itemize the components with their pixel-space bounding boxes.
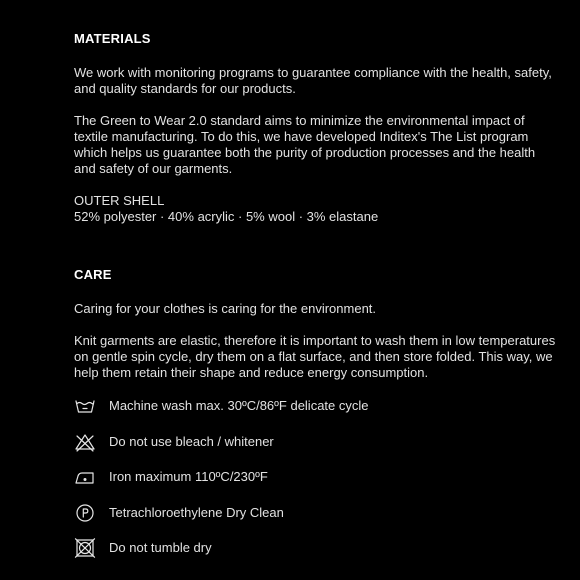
- outer-shell-composition: 52% polyester · 40% acrylic · 5% wool · 3% elastane: [74, 209, 379, 224]
- care-instruction-tumble-dry: [74, 538, 560, 558]
- care-instruction-dry-clean: [74, 503, 560, 523]
- care-instruction-text: Tetrachloroethylene Dry Clean: [109, 504, 284, 520]
- care-instruction-bleach: [74, 432, 560, 452]
- care-instruction-text: Machine wash max. 30ºC/86ºF delicate cycle: [109, 398, 369, 413]
- care-paragraph-knit: Knit garments are elastic, therefore it is important to wash them in low temperatures on gentle spin cycle, dry them on a flat surface, and then store folded. This way, we help them retain their shape and reduce energy consumption.: [74, 333, 556, 380]
- care-instructions-list: [74, 396, 560, 558]
- materials-paragraph-compliance: We work with monitoring programs to guarantee compliance with the health, safety, and quality standards for our products.: [74, 65, 552, 96]
- care-instruction-text: Do not tumble dry: [109, 540, 212, 555]
- materials-paragraph-green-to-wear: The Green to Wear 2.0 standard aims to minimize the environmental impact of textile manufacturing. To do this, we have developed Inditex's The List program which helps us guarantee both the purity of production processes and the health and safety of our garments.: [74, 113, 536, 176]
- care-paragraph-environment: Caring for your clothes is caring for the environment.: [74, 301, 377, 316]
- dry-clean-p-icon: [74, 503, 96, 523]
- care-instruction-text: Do not use bleach / whitener: [109, 433, 274, 449]
- outer-shell-label: OUTER SHELL: [74, 193, 165, 208]
- iron-icon: [74, 467, 96, 487]
- no-tumble-dry-icon: [74, 538, 96, 558]
- wash-tub-icon: [74, 396, 96, 416]
- care-instruction-wash: [74, 396, 560, 416]
- materials-section: [74, 31, 560, 225]
- care-heading: CARE: [74, 267, 112, 282]
- no-bleach-icon: [74, 432, 96, 452]
- care-instruction-iron: [74, 467, 560, 487]
- care-section: [74, 267, 560, 558]
- materials-heading: MATERIALS: [74, 31, 151, 46]
- care-instruction-text: Iron maximum 110ºC/230ºF: [109, 469, 268, 484]
